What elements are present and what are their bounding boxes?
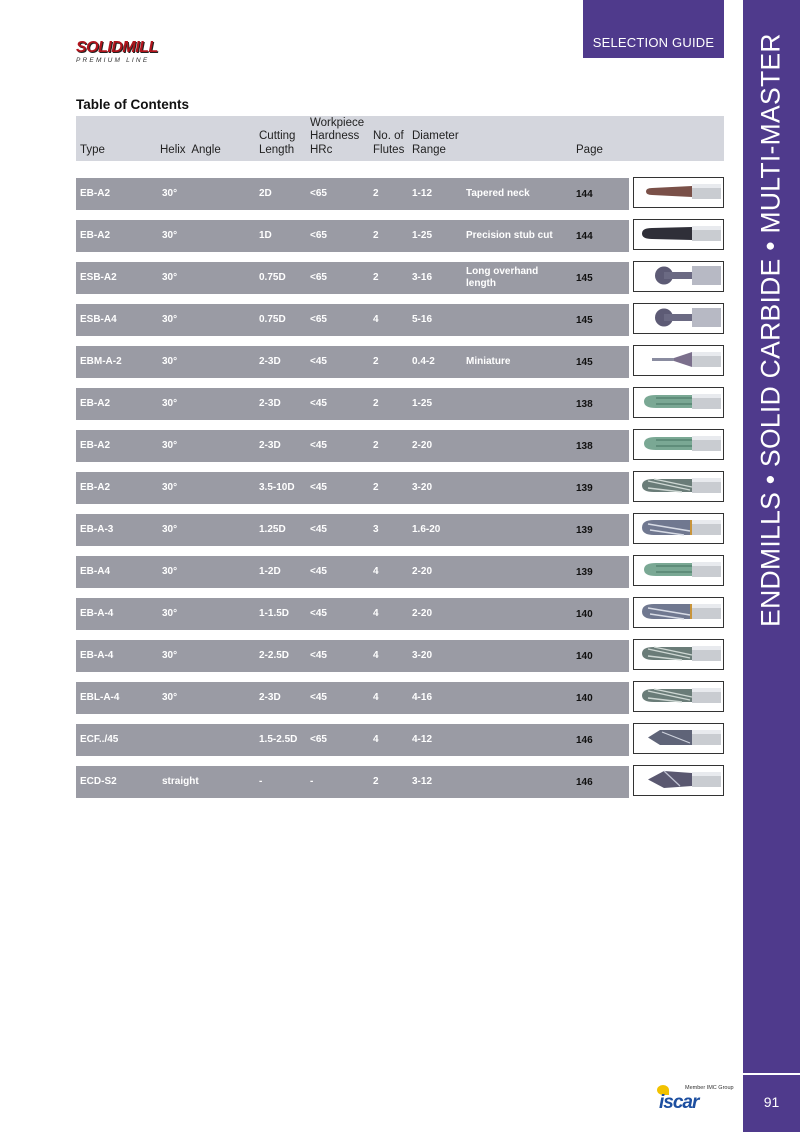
row-type: ECD-S2 bbox=[80, 775, 117, 787]
row-cutting-length: 2-3D bbox=[259, 691, 281, 703]
endmill-thumbnail bbox=[633, 177, 724, 208]
row-type: EB-A2 bbox=[80, 229, 111, 241]
row-hardness: <45 bbox=[310, 439, 327, 451]
row-helix: 30° bbox=[162, 523, 178, 535]
row-cutting-length: 2-3D bbox=[259, 355, 281, 367]
row-diameter: 4-12 bbox=[412, 733, 433, 745]
row-hardness: <45 bbox=[310, 607, 327, 619]
table-row bbox=[76, 640, 629, 672]
table-row bbox=[76, 388, 629, 420]
row-type: ECF../45 bbox=[80, 733, 119, 745]
row-helix: 30° bbox=[162, 271, 178, 283]
page-number-box bbox=[743, 1075, 800, 1132]
row-type: EBM-A-2 bbox=[80, 355, 122, 367]
row-flutes: 2 bbox=[373, 271, 379, 283]
row-note: Tapered neck bbox=[466, 187, 530, 199]
table-row bbox=[76, 430, 629, 462]
endmill-thumbnail bbox=[633, 219, 724, 250]
row-diameter: 3-20 bbox=[412, 649, 433, 661]
row-page: 145 bbox=[576, 314, 593, 326]
row-type: EB-A-4 bbox=[80, 649, 114, 661]
row-note bbox=[466, 388, 554, 420]
iscar-logo bbox=[655, 1085, 734, 1115]
row-type: ESB-A4 bbox=[80, 313, 117, 325]
endmill-thumbnail bbox=[633, 303, 724, 334]
row-note bbox=[466, 514, 554, 546]
endmill-thumbnail bbox=[633, 555, 724, 586]
row-type: EB-A2 bbox=[80, 439, 111, 451]
row-page: 140 bbox=[576, 692, 593, 704]
row-note: Long overhand length bbox=[466, 265, 539, 289]
row-diameter: 1-25 bbox=[412, 397, 433, 409]
row-flutes: 2 bbox=[373, 397, 379, 409]
toc-title: Table of Contents bbox=[76, 97, 189, 112]
solidmill-logo bbox=[76, 40, 158, 64]
row-flutes: 2 bbox=[373, 355, 379, 367]
row-flutes: 4 bbox=[373, 733, 379, 745]
selection-guide-label: SELECTION GUIDE bbox=[592, 35, 715, 50]
row-cutting-length: 1-2D bbox=[259, 565, 281, 577]
row-note bbox=[466, 472, 554, 504]
endmill-thumbnail bbox=[633, 429, 724, 460]
row-type: EB-A2 bbox=[80, 397, 111, 409]
row-cutting-length: 1.25D bbox=[259, 523, 286, 535]
endmill-thumbnail bbox=[633, 471, 724, 502]
row-cutting-length: 2-3D bbox=[259, 439, 281, 451]
row-helix: 30° bbox=[162, 187, 178, 199]
row-note: Miniature bbox=[466, 355, 511, 367]
row-flutes: 2 bbox=[373, 775, 379, 787]
row-page: 139 bbox=[576, 566, 593, 578]
row-type: EB-A-4 bbox=[80, 607, 114, 619]
row-hardness: <65 bbox=[310, 229, 327, 241]
row-cutting-length: 0.75D bbox=[259, 313, 286, 325]
row-helix: 30° bbox=[162, 691, 178, 703]
row-diameter: 1-25 bbox=[412, 229, 433, 241]
row-hardness: <45 bbox=[310, 523, 327, 535]
row-type: EBL-A-4 bbox=[80, 691, 120, 703]
endmill-thumbnail bbox=[633, 639, 724, 670]
row-hardness: <65 bbox=[310, 733, 327, 745]
row-diameter: 5-16 bbox=[412, 313, 433, 325]
row-flutes: 2 bbox=[373, 439, 379, 451]
iscar-mark: iscar bbox=[659, 1092, 699, 1113]
row-cutting-length: 3.5-10D bbox=[259, 481, 295, 493]
endmill-thumbnail bbox=[633, 513, 724, 544]
row-hardness: <45 bbox=[310, 397, 327, 409]
row-hardness: <45 bbox=[310, 355, 327, 367]
row-page: 140 bbox=[576, 608, 593, 620]
brand-tagline: PREMIUM LINE bbox=[76, 57, 150, 64]
row-note bbox=[466, 766, 554, 798]
col-helix: Helix Angle bbox=[160, 143, 221, 156]
row-page: 145 bbox=[576, 272, 593, 284]
endmill-thumbnail bbox=[633, 681, 724, 712]
row-flutes: 4 bbox=[373, 313, 379, 325]
row-type: ESB-A2 bbox=[80, 271, 117, 283]
row-type: EB-A4 bbox=[80, 565, 111, 577]
row-note bbox=[466, 598, 554, 630]
row-note bbox=[466, 556, 554, 588]
col-workpiece-hardness: Workpiece Hardness HRc bbox=[310, 116, 365, 156]
row-page: 144 bbox=[576, 188, 593, 200]
row-helix: 30° bbox=[162, 481, 178, 493]
col-cutting-length: Cutting Length bbox=[259, 130, 296, 156]
table-row bbox=[76, 514, 629, 546]
endmill-thumbnail bbox=[633, 765, 724, 796]
row-helix: 30° bbox=[162, 565, 178, 577]
row-diameter: 0.4-2 bbox=[412, 355, 435, 367]
row-page: 138 bbox=[576, 398, 593, 410]
table-row bbox=[76, 220, 629, 252]
row-type: EB-A2 bbox=[80, 481, 111, 493]
row-hardness: <65 bbox=[310, 271, 327, 283]
row-flutes: 4 bbox=[373, 565, 379, 577]
row-hardness: <45 bbox=[310, 481, 327, 493]
row-diameter: 1-12 bbox=[412, 187, 433, 199]
row-note: Precision stub cut bbox=[466, 229, 553, 241]
endmill-thumbnail bbox=[633, 387, 724, 418]
row-page: 145 bbox=[576, 356, 593, 368]
row-hardness: <65 bbox=[310, 187, 327, 199]
row-flutes: 4 bbox=[373, 691, 379, 703]
row-cutting-length: 0.75D bbox=[259, 271, 286, 283]
page-number: 91 bbox=[763, 1094, 780, 1110]
row-page: 140 bbox=[576, 650, 593, 662]
row-diameter: 1.6-20 bbox=[412, 523, 441, 535]
endmill-thumbnail bbox=[633, 261, 724, 292]
row-cutting-length: 1.5-2.5D bbox=[259, 733, 298, 745]
table-row bbox=[76, 766, 629, 798]
table-row bbox=[76, 472, 629, 504]
row-note bbox=[466, 682, 554, 714]
row-diameter: 3-16 bbox=[412, 271, 433, 283]
table-row bbox=[76, 598, 629, 630]
row-cutting-length: 1-1.5D bbox=[259, 607, 290, 619]
row-flutes: 2 bbox=[373, 229, 379, 241]
row-note bbox=[466, 724, 554, 756]
row-note bbox=[466, 640, 554, 672]
row-flutes: 2 bbox=[373, 481, 379, 493]
side-title: ENDMILLS • SOLID CARBIDE • MULTI-MASTER bbox=[755, 33, 786, 627]
row-note bbox=[466, 430, 554, 462]
endmill-thumbnail bbox=[633, 723, 724, 754]
row-helix: 30° bbox=[162, 313, 178, 325]
selection-guide-tab bbox=[583, 0, 724, 58]
row-hardness: <45 bbox=[310, 649, 327, 661]
row-type: EB-A2 bbox=[80, 187, 111, 199]
table-row bbox=[76, 346, 629, 378]
row-diameter: 4-16 bbox=[412, 691, 433, 703]
row-cutting-length: 2-3D bbox=[259, 397, 281, 409]
row-page: 139 bbox=[576, 524, 593, 536]
table-row bbox=[76, 304, 629, 336]
row-type: EB-A-3 bbox=[80, 523, 114, 535]
col-flutes: No. of Flutes bbox=[373, 130, 405, 156]
row-hardness: <65 bbox=[310, 313, 327, 325]
row-hardness: - bbox=[310, 775, 314, 787]
row-diameter: 3-20 bbox=[412, 481, 433, 493]
col-type: Type bbox=[80, 143, 105, 156]
row-helix: 30° bbox=[162, 607, 178, 619]
brand-name: SOLIDMILL bbox=[76, 39, 158, 56]
row-page: 144 bbox=[576, 230, 593, 242]
col-page: Page bbox=[576, 143, 603, 156]
row-flutes: 4 bbox=[373, 607, 379, 619]
row-cutting-length: - bbox=[259, 775, 263, 787]
table-row bbox=[76, 724, 629, 756]
row-helix: straight bbox=[162, 775, 199, 787]
table-header bbox=[76, 116, 724, 161]
row-cutting-length: 2-2.5D bbox=[259, 649, 290, 661]
row-note bbox=[466, 304, 554, 336]
row-cutting-length: 2D bbox=[259, 187, 272, 199]
row-helix: 30° bbox=[162, 355, 178, 367]
table-row bbox=[76, 556, 629, 588]
row-hardness: <45 bbox=[310, 691, 327, 703]
row-page: 138 bbox=[576, 440, 593, 452]
row-flutes: 3 bbox=[373, 523, 379, 535]
row-page: 146 bbox=[576, 734, 593, 746]
table-row bbox=[76, 682, 629, 714]
row-diameter: 2-20 bbox=[412, 439, 433, 451]
row-helix: 30° bbox=[162, 229, 178, 241]
row-diameter: 2-20 bbox=[412, 607, 433, 619]
row-hardness: <45 bbox=[310, 565, 327, 577]
member-imc-text: Member IMC Group bbox=[685, 1085, 734, 1091]
row-diameter: 2-20 bbox=[412, 565, 433, 577]
row-flutes: 2 bbox=[373, 187, 379, 199]
row-cutting-length: 1D bbox=[259, 229, 272, 241]
endmill-thumbnail bbox=[633, 597, 724, 628]
endmill-thumbnail bbox=[633, 345, 724, 376]
table-row bbox=[76, 178, 629, 210]
row-helix: 30° bbox=[162, 649, 178, 661]
row-helix: 30° bbox=[162, 439, 178, 451]
row-diameter: 3-12 bbox=[412, 775, 433, 787]
col-diameter-range: Diameter Range bbox=[412, 130, 459, 156]
row-flutes: 4 bbox=[373, 649, 379, 661]
row-page: 139 bbox=[576, 482, 593, 494]
table-row bbox=[76, 262, 629, 294]
row-page: 146 bbox=[576, 776, 593, 788]
row-helix: 30° bbox=[162, 397, 178, 409]
